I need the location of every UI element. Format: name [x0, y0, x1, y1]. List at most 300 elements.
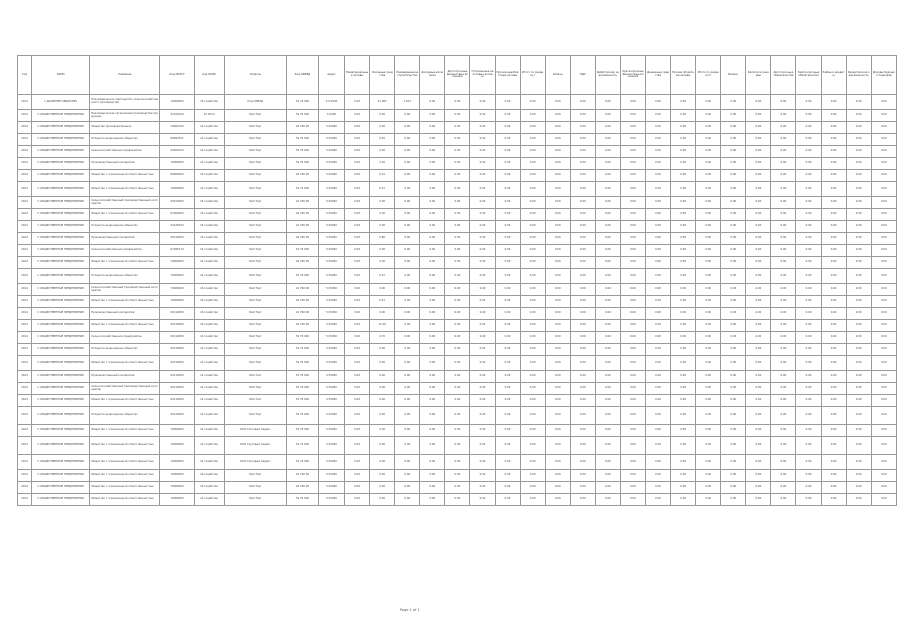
table-cell: 0.00 — [520, 284, 545, 296]
table-cell: 0.00 — [470, 371, 495, 383]
table-cell: 0.00 — [646, 308, 671, 320]
table-cell: 0.00 — [646, 332, 671, 344]
table-cell: 0.00 — [646, 344, 671, 356]
table-cell: 0.00 — [771, 269, 796, 284]
table-cell: 0.00 — [871, 371, 896, 383]
table-cell: С ОБЩЕСТВЕННЫЕ ПРЕДПРИЯТИЯ — [32, 425, 90, 437]
table-cell: 0.00 — [495, 425, 520, 437]
table-cell: 0.00 — [520, 356, 545, 371]
table-cell: 0.00 — [796, 470, 821, 482]
table-cell: 0.00 — [796, 425, 821, 437]
table-cell: 0.00 — [545, 296, 570, 308]
table-cell: 0.00 — [595, 233, 620, 245]
table-cell: 0.00 — [696, 95, 721, 110]
table-cell: 0.00 — [846, 170, 871, 182]
table-cell: 16 хозяйство — [194, 296, 224, 308]
table-cell: 0.00 — [445, 383, 470, 395]
table-cell: 0.00 — [445, 482, 470, 494]
table-cell: 21.087 — [370, 95, 395, 110]
table-cell: 0.00 — [545, 170, 570, 182]
table-cell: 5 05000 — [318, 134, 344, 146]
table-cell: 0.00 — [771, 95, 796, 110]
table-cell: 0.00 — [721, 494, 746, 506]
table-cell: 0.00 — [345, 482, 370, 494]
table-cell: 0.00 — [420, 146, 445, 158]
table-cell: 0.00 — [495, 308, 520, 320]
table-cell: ОАО Торг — [224, 197, 286, 209]
table-cell: 0.00 — [771, 395, 796, 407]
table-cell: 0.00 — [370, 221, 395, 233]
table-row — [18, 371, 897, 383]
table-cell: Общество с ограниченной ответственностью — [90, 470, 160, 482]
table-cell: 0.00 — [370, 257, 395, 269]
table-cell: Общество с ограниченной ответственностью — [90, 494, 160, 506]
table-cell: 0.00 — [445, 371, 470, 383]
table-cell: С ОБЩЕСТВЕННЫЕ ПРЕДПРИЯТИЯ — [32, 182, 90, 197]
table-cell: 0.00 — [746, 425, 771, 437]
table-cell: 0.00 — [671, 425, 696, 437]
table-row — [18, 320, 897, 332]
column-header: Займы и кредиты — [821, 56, 846, 95]
table-cell: 0.00 — [796, 197, 821, 209]
table-cell: Общество с ограниченной ответственностью — [90, 437, 160, 455]
table-cell: 0.00 — [570, 209, 595, 221]
table-cell: 19000000 — [160, 257, 194, 269]
table-cell: 0.00 — [646, 197, 671, 209]
table-cell: 0.00 — [395, 233, 420, 245]
table-cell: 0.00 — [395, 482, 420, 494]
table-cell: 0.00 — [620, 383, 645, 395]
table-cell: 0.00 — [846, 110, 871, 122]
table-cell: 5 05000 — [318, 332, 344, 344]
table-cell: 5 05000 — [318, 395, 344, 407]
table-cell: 0.00 — [696, 221, 721, 233]
table-cell: 14 хозяйство — [194, 257, 224, 269]
table-cell: 5 05000 — [318, 197, 344, 209]
table-cell: 16 хозяйство — [194, 221, 224, 233]
table-cell: 00110000 — [160, 308, 194, 320]
table-cell: 0.00 — [771, 170, 796, 182]
table-cell: С ОБЩЕСТВЕННЫЕ ПРЕДПРИЯТИЯ — [32, 407, 90, 425]
table-cell: 0.00 — [746, 158, 771, 170]
table-cell: 0.00 — [721, 395, 746, 407]
table-cell: 0.00 — [470, 182, 495, 197]
table-cell: 5 05000 — [318, 245, 344, 257]
table-cell: 0.00 — [671, 233, 696, 245]
table-cell: 0.00 — [570, 437, 595, 455]
column-header: ОКПО — [32, 56, 90, 95]
table-cell: 0.00 — [646, 320, 671, 332]
table-cell: 0.00 — [470, 308, 495, 320]
table-cell: 0.00 — [595, 356, 620, 371]
table-cell: 0.00 — [470, 284, 495, 296]
table-cell: 0.00 — [570, 122, 595, 134]
table-cell: 0.00 — [545, 284, 570, 296]
table-cell: 0.00 — [671, 494, 696, 506]
table-cell: 0.00 — [846, 182, 871, 197]
table-cell: 0.00 — [445, 209, 470, 221]
table-cell: 0.00 — [495, 269, 520, 284]
table-cell: 0.00 — [470, 407, 495, 425]
table-cell: 0.00 — [796, 146, 821, 158]
table-cell: 0.00 — [420, 308, 445, 320]
table-cell: 5 05000 — [318, 182, 344, 197]
table-cell: 0.00 — [420, 284, 445, 296]
table-cell: 0.00 — [420, 407, 445, 425]
table-cell: 0.00 — [470, 122, 495, 134]
column-header: Код ОКВЭД — [286, 56, 318, 95]
table-cell: Общество с ограниченной ответственностью — [90, 182, 160, 197]
column-header: Денежные средства — [646, 56, 671, 95]
table-cell: 0.00 — [771, 158, 796, 170]
table-cell: 04362023 — [160, 146, 194, 158]
table-cell: 0.00 — [445, 395, 470, 407]
table-cell: 0.00 — [696, 482, 721, 494]
table-row — [18, 332, 897, 344]
table-cell: 54 76 000 — [286, 494, 318, 506]
table-cell: 0.00 — [846, 482, 871, 494]
table-cell: 0.00 — [570, 257, 595, 269]
table-cell: 0.00 — [821, 356, 846, 371]
table-cell: 0.00 — [671, 257, 696, 269]
table-cell: ОАО Торг — [224, 284, 286, 296]
table-cell: 0.00 — [495, 110, 520, 122]
table-cell: 0.00 — [821, 437, 846, 455]
table-cell: 0.00 — [345, 146, 370, 158]
table-cell: 2014 — [18, 320, 32, 332]
table-cell: 0.00 — [846, 383, 871, 395]
table-cell: 0.00 — [395, 257, 420, 269]
table-cell: 0.00 — [821, 122, 846, 134]
table-cell: 0.00 — [470, 269, 495, 284]
table-cell: 0.00 — [395, 134, 420, 146]
table-cell: 0.00 — [420, 437, 445, 455]
table-cell: 0.00 — [545, 383, 570, 395]
table-cell: 0.00 — [646, 383, 671, 395]
table-cell: 0.00 — [520, 407, 545, 425]
table-cell: 0.00 — [545, 221, 570, 233]
table-cell: 0.00 — [420, 257, 445, 269]
table-cell: 0.00 — [696, 344, 721, 356]
table-cell: 54 76 000 — [286, 146, 318, 158]
table-cell: 0.00 — [445, 470, 470, 482]
table-row — [18, 470, 897, 482]
table-row — [18, 221, 897, 233]
table-cell: 44 760 00 — [286, 470, 318, 482]
table-cell: С ОБЩЕСТВЕННЫЕ ПРЕДПРИЯТИЯ — [32, 158, 90, 170]
table-cell: 0.00 — [420, 233, 445, 245]
table-cell: 00110000 — [160, 344, 194, 356]
table-cell: 0.00 — [520, 371, 545, 383]
table-cell: 2014 — [18, 332, 32, 344]
table-cell: 0.00 — [796, 296, 821, 308]
table-cell: 0.00 — [545, 320, 570, 332]
table-cell: 14 хозяйство — [194, 407, 224, 425]
table-cell: 0.00 — [595, 284, 620, 296]
table-cell: 0.00 — [345, 455, 370, 470]
table-cell: 0.00 — [495, 95, 520, 110]
table-cell: 0.00 — [420, 320, 445, 332]
table-cell: 0.00 — [671, 221, 696, 233]
table-cell: 44 760 00 — [286, 308, 318, 320]
column-header: Краткосрочные обязательства — [796, 56, 821, 95]
table-cell: 0.00 — [545, 308, 570, 320]
table-cell: 0.00 — [420, 425, 445, 437]
table-cell: 0.00 — [671, 407, 696, 425]
table-cell: 0.00 — [620, 356, 645, 371]
column-header: Основные средства — [370, 56, 395, 95]
table-cell: 10 2010 — [194, 110, 224, 122]
table-cell: Общество с ограниченной ответственностью — [90, 209, 160, 221]
table-cell: 0.00 — [746, 233, 771, 245]
table-cell: 0.00 — [620, 233, 645, 245]
table-cell: ОАО Торг — [224, 344, 286, 356]
table-row — [18, 395, 897, 407]
table-cell: 0.00 — [746, 395, 771, 407]
table-cell: 14 хозяйство — [194, 455, 224, 470]
table-cell: 0.00 — [520, 383, 545, 395]
table-cell: 0.00 — [470, 146, 495, 158]
table-cell: 0.00 — [846, 221, 871, 233]
table-cell: 0.00 — [420, 383, 445, 395]
table-cell: 2014 — [18, 395, 32, 407]
table-cell: 0.00 — [846, 296, 871, 308]
table-cell: 0.00 — [846, 308, 871, 320]
table-cell: 0.00 — [696, 332, 721, 344]
table-cell: Общество с ограниченной ответственностью — [90, 170, 160, 182]
table-cell: 0.00 — [420, 95, 445, 110]
table-cell: 0.00 — [345, 395, 370, 407]
table-cell: 0.00 — [821, 221, 846, 233]
table-cell: 0.00 — [871, 437, 896, 455]
table-cell: 0.00 — [420, 170, 445, 182]
table-cell: 5 05000 — [318, 470, 344, 482]
table-cell: 54 76 000 — [286, 95, 318, 110]
table-cell: 0.00 — [871, 158, 896, 170]
table-cell: Сельскохозяйственный производственный кооператив — [90, 197, 160, 209]
table-cell: 0.00 — [595, 494, 620, 506]
table-cell: 99002351 — [160, 134, 194, 146]
table-cell: 0.00 — [821, 320, 846, 332]
table-cell: 54 76 000 — [286, 356, 318, 371]
table-cell: 54 76 000 — [286, 332, 318, 344]
table-cell: 0.00 — [696, 308, 721, 320]
table-cell: 5 05000 — [318, 146, 344, 158]
table-cell: 0.00 — [821, 146, 846, 158]
table-cell: 0.00 — [345, 494, 370, 506]
table-cell: 0.00 — [771, 284, 796, 296]
table-cell: 0.00 — [771, 332, 796, 344]
table-cell: 0.00 — [520, 245, 545, 257]
table-row — [18, 182, 897, 197]
table-cell: 70000000 — [160, 455, 194, 470]
table-cell: Открытое акционерное общество — [90, 221, 160, 233]
table-cell: 0.00 — [420, 182, 445, 197]
table-cell: 0.00 — [395, 296, 420, 308]
table-cell: 0.00 — [520, 134, 545, 146]
table-cell: 16 хозяйство — [194, 197, 224, 209]
table-cell: 0.00 — [646, 209, 671, 221]
table-cell: 2014 — [18, 284, 32, 296]
table-cell: 0.00 — [846, 245, 871, 257]
table-cell: 0.00 — [495, 383, 520, 395]
table-cell: 0.00 — [646, 170, 671, 182]
table-cell: 0.00 — [696, 383, 721, 395]
table-cell: 0.00 — [370, 383, 395, 395]
table-cell: 0.00 — [370, 371, 395, 383]
table-cell: 0.00 — [445, 95, 470, 110]
table-cell: 0.00 — [771, 455, 796, 470]
table-cell: 0.00 — [345, 437, 370, 455]
table-cell: 5 05000 — [318, 455, 344, 470]
table-cell: 0.00 — [470, 482, 495, 494]
table-cell: 0.00 — [846, 269, 871, 284]
table-cell: 0.00 — [646, 407, 671, 425]
table-cell: 0.00 — [595, 134, 620, 146]
table-cell: 0.00 — [470, 296, 495, 308]
table-cell: 0.00 — [445, 146, 470, 158]
table-cell: ОАО Торг — [224, 245, 286, 257]
table-cell: 44 760 00 — [286, 284, 318, 296]
table-cell: 0.00 — [696, 233, 721, 245]
table-cell: 0.00 — [871, 122, 896, 134]
table-cell: 70000000 — [160, 494, 194, 506]
table-cell: 70000000 — [160, 158, 194, 170]
table-cell: С ОБЩЕСТВЕННЫЕ ПРЕДПРИЯТИЯ — [32, 146, 90, 158]
table-cell: 0.00 — [796, 482, 821, 494]
table-cell: 0.00 — [846, 407, 871, 425]
column-header: Прочие внеоборотные активы — [495, 56, 520, 95]
table-cell: 0.00 — [495, 209, 520, 221]
table-cell: 0.00 — [646, 221, 671, 233]
table-cell: 2014 — [18, 257, 32, 269]
table-cell: 0.00 — [871, 383, 896, 395]
table-cell: 0.00 — [671, 455, 696, 470]
table-cell: 0.00 — [771, 122, 796, 134]
table-cell: 0.00 — [696, 455, 721, 470]
table-cell: 0.00 — [721, 197, 746, 209]
table-cell: 0.00 — [495, 221, 520, 233]
table-cell: 70000000 — [160, 425, 194, 437]
table-cell: 14 хозяйство — [194, 269, 224, 284]
table-cell: 54 76 000 — [286, 383, 318, 395]
table-cell: С ОБЩЕСТВЕННЫЕ ПРЕДПРИЯТИЯ — [32, 332, 90, 344]
table-cell: 0.00 — [420, 470, 445, 482]
table-cell: 0.00 — [395, 221, 420, 233]
table-cell: 0.00 — [721, 182, 746, 197]
table-row — [18, 455, 897, 470]
table-cell: 0.00 — [370, 209, 395, 221]
table-cell: 0.00 — [495, 494, 520, 506]
table-cell: 14 хозяйство — [194, 146, 224, 158]
page-footer: Page 1 of 1 — [400, 608, 420, 612]
table-cell: 0.00 — [345, 221, 370, 233]
table-cell: 0.00 — [570, 221, 595, 233]
table-cell: 0.00 — [595, 197, 620, 209]
table-cell: 0.00 — [570, 170, 595, 182]
table-cell: 5 05000 — [318, 308, 344, 320]
table-cell: 0.00 — [345, 383, 370, 395]
table-cell: 0.00 — [821, 344, 846, 356]
column-header: НДС — [570, 56, 595, 95]
table-cell: 0.00 — [470, 356, 495, 371]
table-row — [18, 122, 897, 134]
table-cell: 0.00 — [771, 134, 796, 146]
table-cell: 0.00 — [846, 158, 871, 170]
table-cell: 0.00 — [370, 395, 395, 407]
table-cell: 0.00 — [821, 209, 846, 221]
table-cell: ОАО Торг — [224, 332, 286, 344]
table-cell: С ОБЩЕСТВЕННЫЕ ПРЕДПРИЯТИЯ — [32, 245, 90, 257]
table-cell: 01380174 — [160, 245, 194, 257]
table-cell: 0.00 — [846, 197, 871, 209]
table-cell: 0.00 — [620, 320, 645, 332]
table-cell: 2014 — [18, 308, 32, 320]
table-cell: Сельскохозяйственное предприятие — [90, 332, 160, 344]
table-cell: 0.00 — [796, 395, 821, 407]
table-cell: 0.00 — [696, 470, 721, 482]
table-cell: 0.00 — [345, 209, 370, 221]
table-cell: ООО Торговый Сервис — [224, 425, 286, 437]
table-cell: 0.00 — [771, 407, 796, 425]
table-cell: 0.00 — [671, 395, 696, 407]
table-cell: Общество с ограниченной ответственностью — [90, 425, 160, 437]
table-cell: 0.00 — [646, 134, 671, 146]
table-cell: 0.00 — [470, 383, 495, 395]
table-cell: 0.00 — [595, 455, 620, 470]
table-cell: 0.00 — [671, 146, 696, 158]
table-cell: Код ОКВЭД — [224, 95, 286, 110]
table-cell: 0.00 — [470, 494, 495, 506]
table-cell: 0.00 — [395, 332, 420, 344]
table-cell: 0.00 — [696, 371, 721, 383]
table-cell: 0.00 — [520, 455, 545, 470]
table-cell: ОАО Торг — [224, 122, 286, 134]
table-cell: 0.25 — [370, 134, 395, 146]
table-cell: 0.00 — [420, 371, 445, 383]
table-cell: 0.00 — [345, 122, 370, 134]
table-cell: 0.00 — [570, 344, 595, 356]
table-cell: 1.20 — [370, 158, 395, 170]
table-cell: 0.00 — [620, 209, 645, 221]
table-cell: 0.00 — [746, 470, 771, 482]
table-cell: 2014 — [18, 170, 32, 182]
table-cell: 0.00 — [570, 269, 595, 284]
table-cell: 0.00 — [495, 296, 520, 308]
table-cell: 0.00 — [821, 494, 846, 506]
table-cell: 0.00 — [445, 110, 470, 122]
table-cell: 0.00 — [445, 233, 470, 245]
table-cell: 0.00 — [721, 425, 746, 437]
table-cell: 0.00 — [696, 395, 721, 407]
table-cell: 0.00 — [495, 182, 520, 197]
table-cell: 0.00 — [671, 383, 696, 395]
table-cell: 0.00 — [520, 209, 545, 221]
table-cell: 54 76 000 — [286, 110, 318, 122]
table-cell: 0.00 — [721, 356, 746, 371]
table-cell: 0.00 — [721, 134, 746, 146]
table-cell: 0.00 — [570, 134, 595, 146]
table-cell: 0.00 — [871, 284, 896, 296]
table-cell: 44 760 00 — [286, 221, 318, 233]
table-cell: 0.00 — [545, 110, 570, 122]
table-cell: 0.00 — [796, 221, 821, 233]
table-cell: 0.00 — [746, 122, 771, 134]
table-cell: 0.00 — [721, 221, 746, 233]
table-cell: 1.013 — [395, 95, 420, 110]
table-cell: 0.00 — [796, 257, 821, 269]
table-cell: 0.00 — [620, 146, 645, 158]
